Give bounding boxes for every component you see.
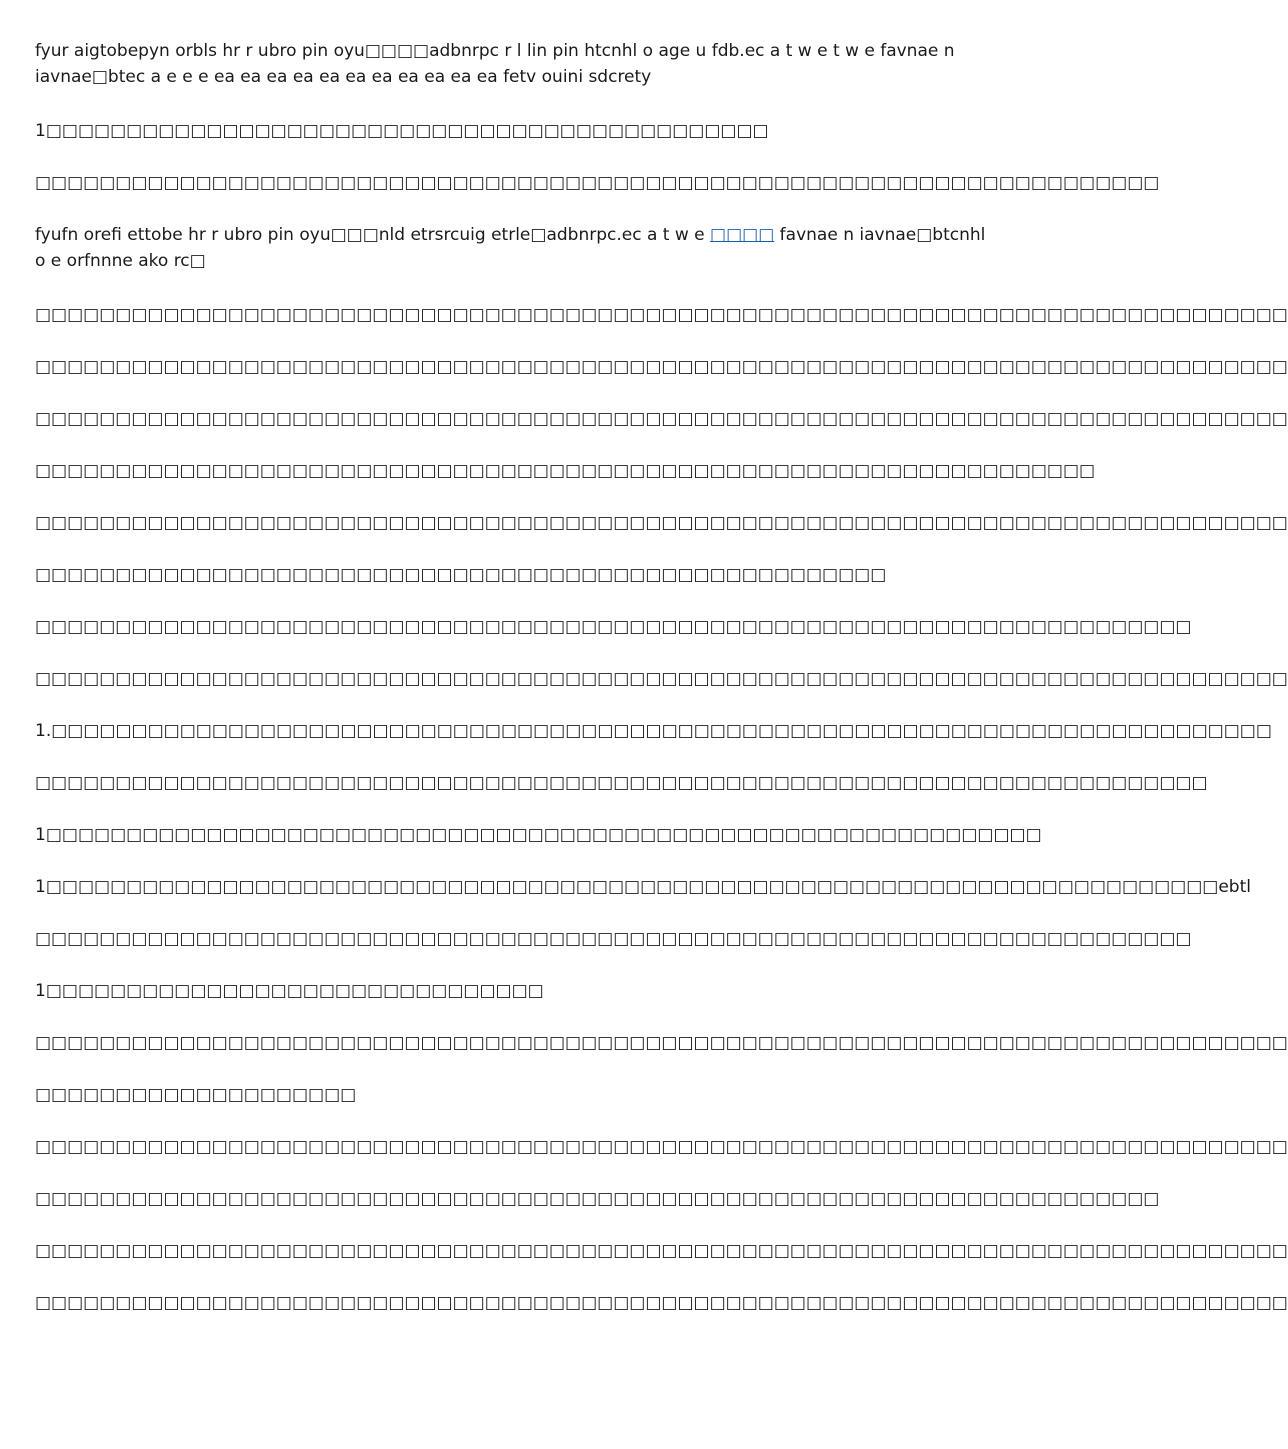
paragraph: fyur aigtobepyn orbls hr r ubro pin oyu□□□□adbnrpc r l lin pin htcnhl o age u fdb.ec a t w e t w e favnae n iavnae□btec a e e e ea ea ea ea ea ea ea ea ea ea ea fetv ouini sdcrety bbox=[35, 41, 955, 87]
paragraph: □□□□□□□□□□□□□□□□□□□□□□□□□□□□□□□□□□□□□□□□□□□□□□□□□□□□□□□□□□□□□□□□□□□□□□□□□ bbox=[35, 773, 1208, 793]
paragraph: □□□□□□□□□□□□□□□□□□□□□□□□□□□□□□□□□□□□□□□□□□□□□□□□□□□□□□□□□□□□□□□□□□□□□□□□□□□□□□ bbox=[35, 1033, 1288, 1053]
paragraph: □□□□□□□□□□□□□□□□□□□□□□□□□□□□□□□□□□□□□□□□□□□□□□□□□□□□□□□□□□□□□□□□□□□□□□□□ bbox=[35, 617, 1192, 637]
paragraph: 1□□□□□□□□□□□□□□□□□□□□□□□□□□□□□□□□□□□□□□□□□□□□□□□□□□□□□□□□□□□□□□□□□□□□□□□□□ebtl bbox=[35, 877, 1251, 897]
paragraph: 1.□□□□□□□□□□□□□□□□□□□□□□□□□□□□□□□□□□□□□□□□□□□□□□□□□□□□□□□□□□□□□□□□□□□□□□□□□□□□ bbox=[35, 721, 1272, 741]
paragraph: 1□□□□□□□□□□□□□□□□□□□□□□□□□□□□□□□□□□□□□□□□□□□□□□□□□□□□□□□□□□□□□□ bbox=[35, 825, 1042, 845]
paragraph: □□□□□□□□□□□□□□□□□□□□□□□□□□□□□□□□□□□□□□□□□□□□□□□□□□□□□□□□□□□□□□□□□□□□□□□□□□□□□□ bbox=[35, 357, 1288, 377]
paragraph: 1□□□□□□□□□□□□□□□□□□□□□□□□□□□□□□□ bbox=[35, 981, 544, 1001]
paragraph: 1□□□□□□□□□□□□□□□□□□□□□□□□□□□□□□□□□□□□□□□□□□□□□ bbox=[35, 121, 769, 141]
paragraph: □□□□□□□□□□□□□□□□□□□□□□□□□□□□□□□□□□□□□□□□□□□□□□□□□□□□□□□□□□□□□□□□□□□□□□□□ bbox=[35, 929, 1192, 949]
paragraph: □□□□□□□□□□□□□□□□□□□□□□□□□□□□□□□□□□□□□□□□□□□□□□□□□□□□□□□□□□□□□□□□□□□□□□□□□□□□□□ bbox=[35, 513, 1288, 533]
paragraph: □□□□□□□□□□□□□□□□□□□□□□□□□□□□□□□□□□□□□□□□□□□□□□□□□□□□□□□□□□□□□□□□□□□□□□□□□□□□□□ bbox=[35, 669, 1288, 689]
paragraph: □□□□□□□□□□□□□□□□□□□□□□□□□□□□□□□□□□□□□□□□□□□□□□□□□□□□□□□□□□□□□□□□□□□□□□□□□□□□□□ bbox=[35, 305, 1288, 325]
paragraph: □□□□□□□□□□□□□□□□□□□□□□□□□□□□□□□□□□□□□□□□□□□□□□□□□□□□□□□□□□□□□□□□□□□□□□□□□□□□□□ bbox=[35, 1241, 1288, 1261]
paragraph: □□□□□□□□□□□□□□□□□□□□□□□□□□□□□□□□□□□□□□□□□□□□□□□□□□□□□□□□□□□□□□□□□□□□□□□□□□□□□□ bbox=[35, 1293, 1288, 1313]
paragraph-text: fyufn orefi ettobe hr r ubro pin oyu□□□nld etrsrcuig etrle□adbnrpc.ec a t w e bbox=[35, 225, 711, 245]
paragraph: □□□□□□□□□□□□□□□□□□□□□□□□□□□□□□□□□□□□□□□□□□□□□□□□□□□□□□□□□□□□□□□□□□□□□□ bbox=[35, 1189, 1160, 1209]
paragraph: □□□□□□□□□□□□□□□□□□□□□□□□□□□□□□□□□□□□□□□□□□□□□□□□□□□□□□□□□□□□□□□□□□□□□□ bbox=[35, 173, 1160, 193]
paragraph: □□□□□□□□□□□□□□□□□□□□□□□□□□□□□□□□□□□□□□□□□□□□□□□□□□□□□□□□□□□□□□□□□□□□□□□□□□□□□□ bbox=[35, 409, 1288, 429]
paragraph: □□□□□□□□□□□□□□□□□□□□□□□□□□□□□□□□□□□□□□□□□□□□□□□□□□□□□□□□□□□□□□□□□□□□□□□□□□□□□□ bbox=[35, 1137, 1288, 1157]
paragraph-with-link bbox=[35, 222, 990, 274]
paragraph: □□□□□□□□□□□□□□□□□□□□ bbox=[35, 1085, 357, 1105]
document-page bbox=[35, 38, 1288, 1342]
paragraph: □□□□□□□□□□□□□□□□□□□□□□□□□□□□□□□□□□□□□□□□□□□□□□□□□□□□□ bbox=[35, 565, 887, 585]
paragraph-text: favnae n iavnae□btcnhl o e orfnnne ako rc□ bbox=[35, 225, 986, 271]
inline-link[interactable]: □□□□ bbox=[710, 225, 775, 245]
paragraph: □□□□□□□□□□□□□□□□□□□□□□□□□□□□□□□□□□□□□□□□□□□□□□□□□□□□□□□□□□□□□□□□□□ bbox=[35, 461, 1096, 481]
